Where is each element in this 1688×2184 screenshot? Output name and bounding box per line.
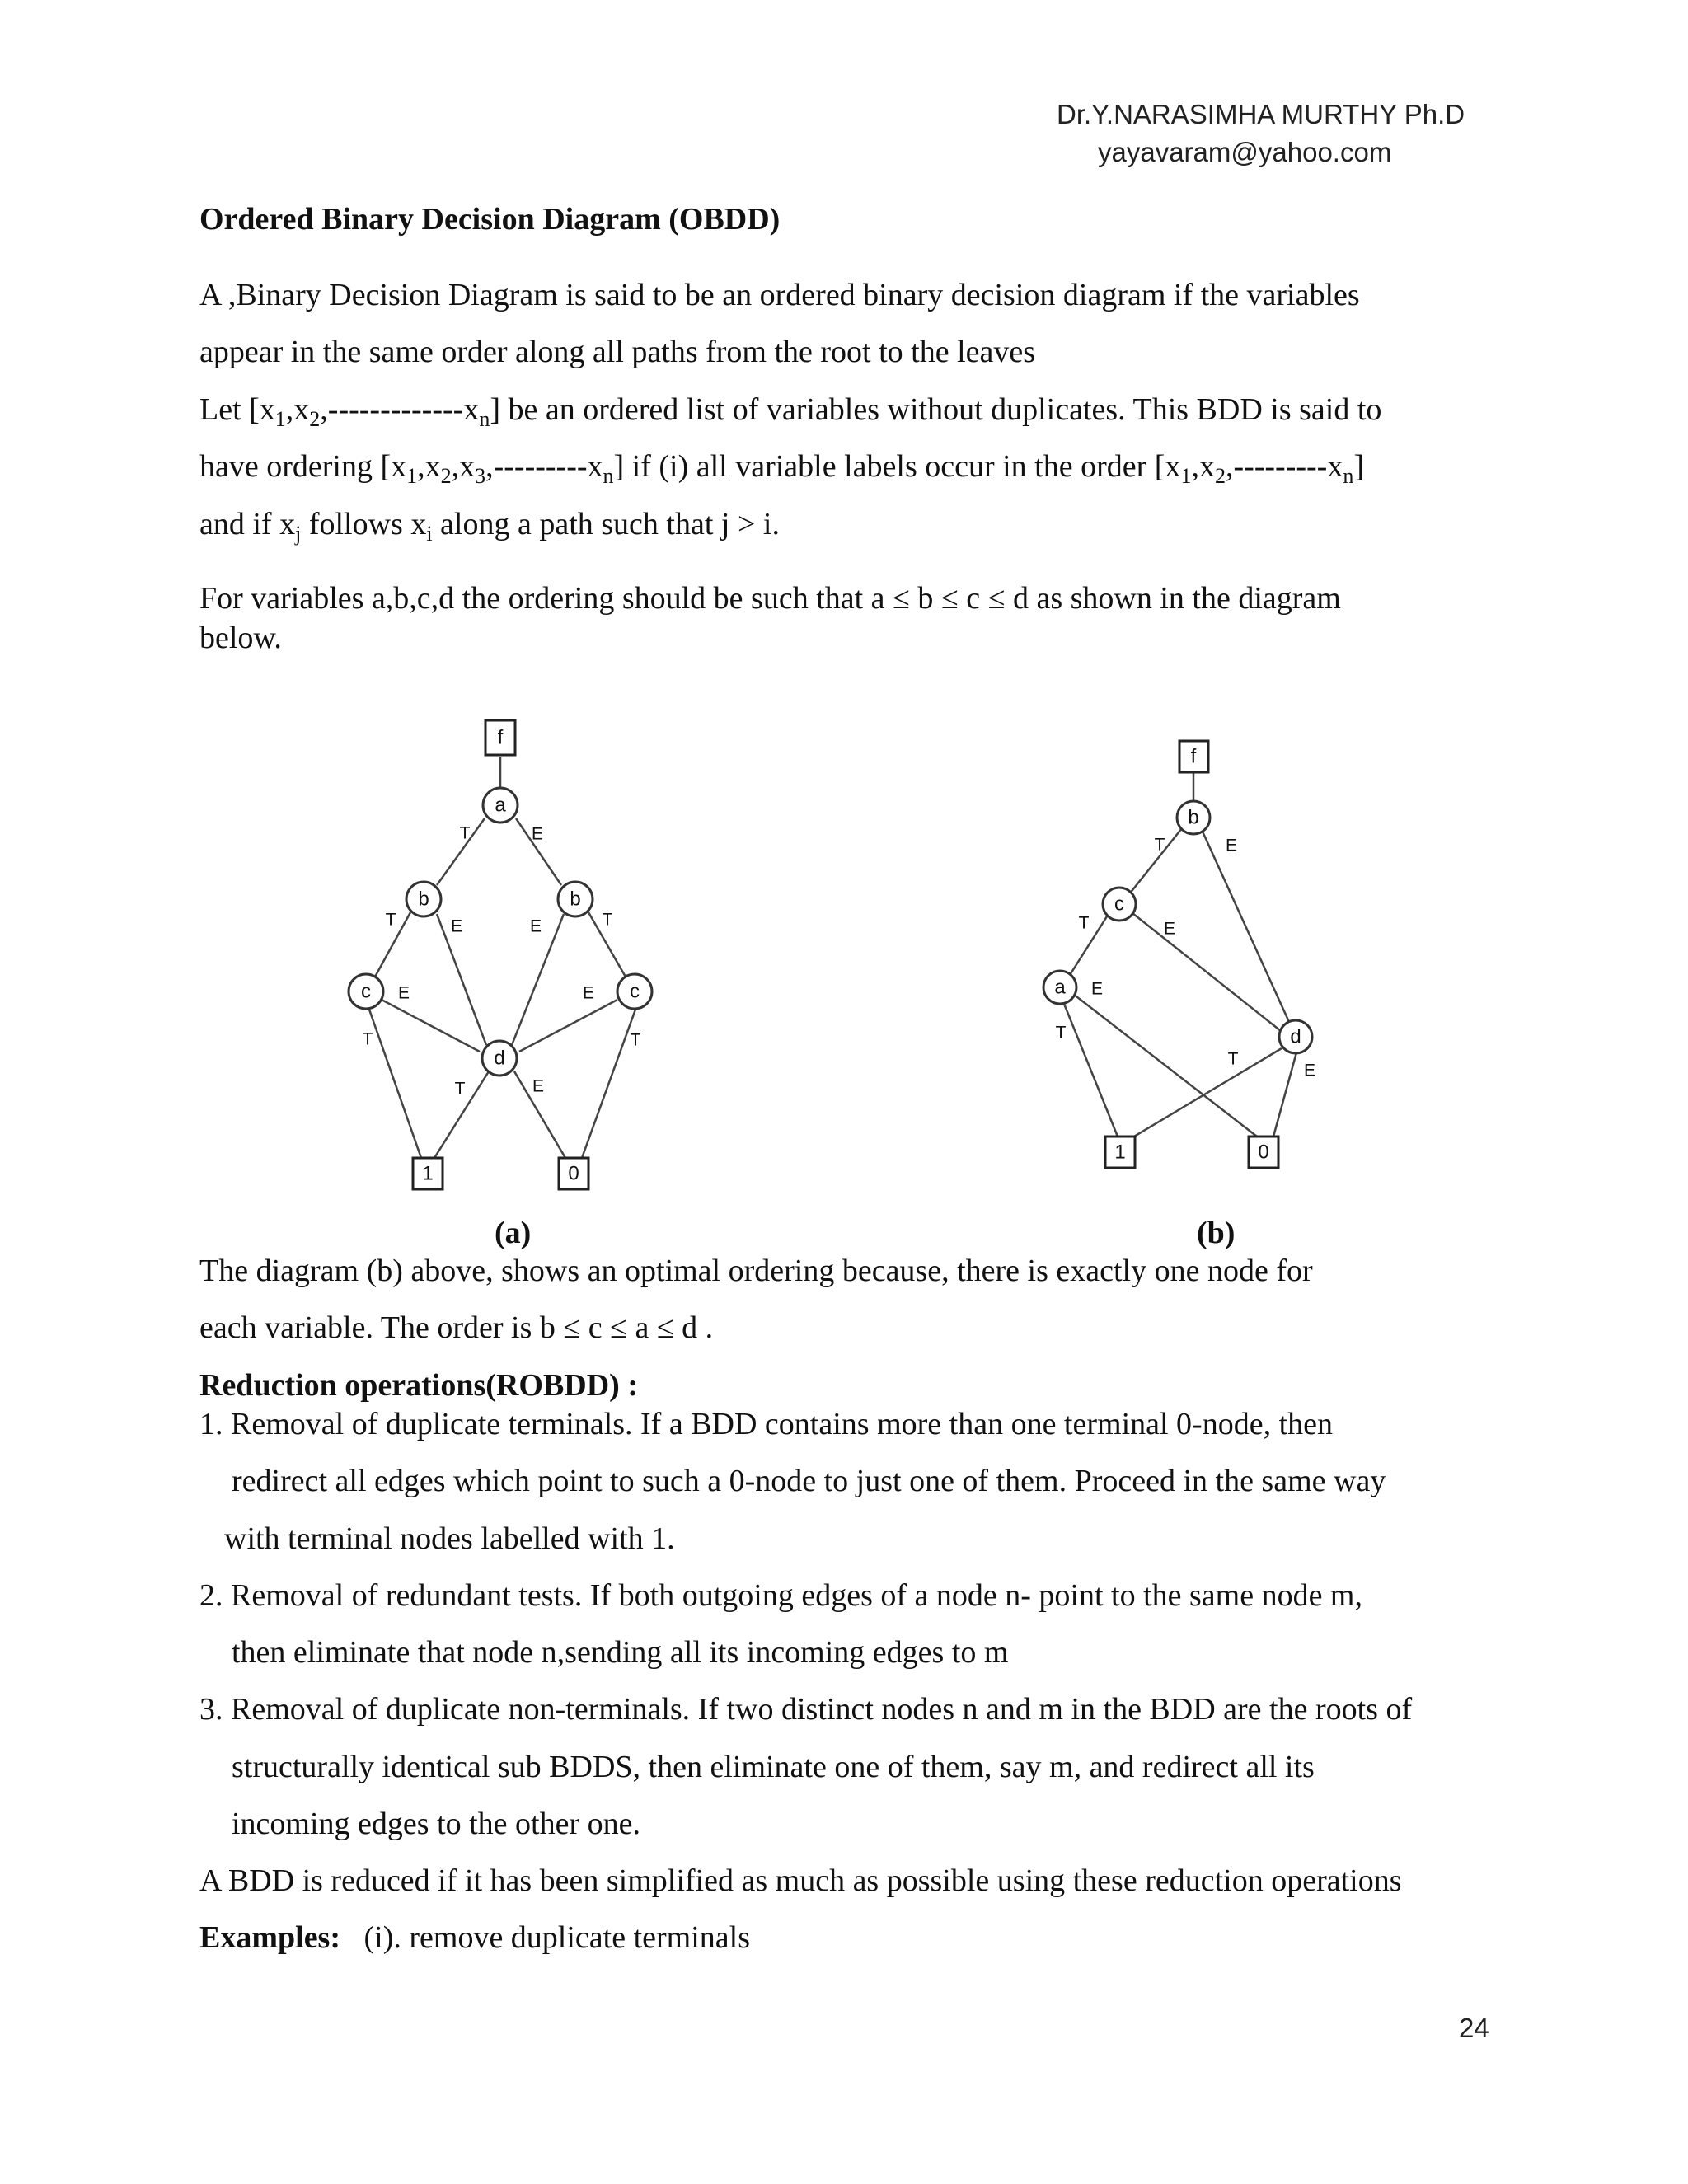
reduction-heading: Reduction operations(ROBDD) : bbox=[199, 1368, 638, 1403]
svg-text:c: c bbox=[361, 980, 371, 1003]
edge-label-e: E bbox=[1090, 979, 1104, 999]
svg-text:a: a bbox=[495, 794, 506, 817]
caption-b: (b) bbox=[1197, 1216, 1236, 1250]
intro-line-3: Let $[x_1,x_2,-------------x_n]$ be an ordered list of variables without duplicates. This BDD is said to bbox=[199, 392, 1382, 431]
reduced-definition: A BDD is reduced if it has been simplified as much as possible using these reduction operations bbox=[199, 1863, 1402, 1898]
reduction-item-3-line-3: incoming edges to the other one. bbox=[232, 1807, 640, 1841]
intro-line-5: and if $x_j$ follows $x_i$ along a path such that j > i. bbox=[199, 507, 780, 546]
page-number: 24 bbox=[1459, 2013, 1489, 2043]
examples-text: (i). remove duplicate terminals bbox=[340, 1920, 750, 1955]
svg-text:b: b bbox=[1188, 806, 1199, 829]
edge-label-e: E bbox=[582, 983, 595, 1003]
diagram-b-terminal-0 bbox=[1249, 1137, 1278, 1168]
edge-label-e: E bbox=[531, 824, 544, 844]
edge-label-t: T bbox=[459, 823, 471, 843]
svg-text:c: c bbox=[630, 980, 640, 1003]
diagram-b-edge-labels bbox=[1056, 836, 1315, 1080]
reduction-item-1: 1. Removal of duplicate terminals. If a BDD contains more than one terminal 0-node, then bbox=[199, 1407, 1333, 1441]
svg-text:a: a bbox=[1054, 976, 1066, 999]
edge-label-e: E bbox=[529, 916, 542, 936]
diagram-b-node-b bbox=[1177, 801, 1210, 834]
diagram-b-node-c bbox=[1103, 888, 1136, 921]
diagram-b-node-a bbox=[1043, 971, 1076, 1004]
reduction-item-3: 3. Removal of duplicate non-terminals. If two distinct nodes n and m in the BDD are the roots of bbox=[199, 1692, 1413, 1727]
diagram-b-f-node bbox=[1179, 741, 1208, 772]
svg-text:d: d bbox=[1290, 1025, 1301, 1048]
edge-label-t: T bbox=[602, 910, 613, 930]
caption-a: (a) bbox=[495, 1216, 532, 1250]
author-email: yayavaram@yahoo.com bbox=[1098, 137, 1392, 167]
svg-text:0: 0 bbox=[568, 1162, 579, 1185]
examples-label: Examples: bbox=[199, 1920, 340, 1955]
svg-text:f: f bbox=[1190, 745, 1197, 768]
body-line-2: each variable. The order is b ≤ c ≤ a ≤ d . bbox=[199, 1310, 714, 1345]
body-line-1: The diagram (b) above, shows an optimal ordering because, there is exactly one node for bbox=[199, 1254, 1313, 1288]
svg-text:f: f bbox=[497, 726, 504, 749]
svg-text:c: c bbox=[1114, 893, 1124, 916]
svg-text:0: 0 bbox=[1258, 1141, 1269, 1164]
reduction-item-1-line-2: redirect all edges which point to such a 0-node to just one of them. Proceed in the same way bbox=[232, 1464, 1386, 1498]
edge-label-t: T bbox=[630, 1030, 641, 1050]
edge-label-e: E bbox=[1303, 1061, 1316, 1080]
reduction-item-3-line-2: structurally identical sub BDDS, then eliminate one of them, say m, and redirect all its bbox=[232, 1750, 1315, 1784]
edge-label-t: T bbox=[454, 1079, 466, 1099]
reduction-item-2: 2. Removal of redundant tests. If both outgoing edges of a node n- point to the same node m, bbox=[199, 1578, 1362, 1613]
edge-label-t: T bbox=[362, 1029, 373, 1049]
intro-line-1: A ,Binary Decision Diagram is said to be an ordered binary decision diagram if the variables bbox=[199, 278, 1360, 312]
author-name: Dr.Y.NARASIMHA MURTHY Ph.D bbox=[1057, 99, 1465, 129]
edge-label-t: T bbox=[1078, 913, 1090, 933]
edge-label-t: T bbox=[1227, 1049, 1239, 1069]
reduction-item-2-line-2: then eliminate that node n,sending all its incoming edges to m bbox=[232, 1635, 1009, 1670]
edge-label-e: E bbox=[1225, 836, 1238, 855]
intro-line-4: have ordering $[x_1,x_2,x_3,---------x_n]$ if (i) all variable labels occur in the order $[x_1,x_2,---------x_n]$ bbox=[199, 449, 1364, 488]
reduction-item-1-line-3: with terminal nodes labelled with 1. bbox=[224, 1521, 675, 1556]
svg-text:b: b bbox=[418, 888, 429, 911]
svg-text:1: 1 bbox=[422, 1162, 434, 1185]
edge-label-t: T bbox=[1154, 835, 1165, 855]
edge-label-e: E bbox=[532, 1076, 545, 1096]
diagram-b-node-d bbox=[1279, 1020, 1312, 1053]
diagram-b-terminal-1 bbox=[1105, 1137, 1135, 1168]
intro-line-2: appear in the same order along all paths from the root to the leaves bbox=[199, 335, 1036, 369]
edge-label-t: T bbox=[1055, 1023, 1067, 1043]
edge-label-e: E bbox=[397, 983, 410, 1003]
intro-line-7: below. bbox=[199, 621, 282, 655]
edge-label-e: E bbox=[450, 916, 463, 936]
intro-line-6: For variables a,b,c,d the ordering should be such that a ≤ b ≤ c ≤ d as shown in the diagram bbox=[199, 581, 1341, 616]
edge-label-e: E bbox=[1163, 919, 1176, 939]
svg-text:d: d bbox=[494, 1047, 505, 1070]
section-title: Ordered Binary Decision Diagram (OBDD) bbox=[199, 202, 781, 237]
examples-line bbox=[199, 1919, 750, 1956]
svg-text:1: 1 bbox=[1114, 1141, 1126, 1164]
svg-text:b: b bbox=[570, 888, 581, 911]
edge-label-t: T bbox=[385, 910, 396, 930]
